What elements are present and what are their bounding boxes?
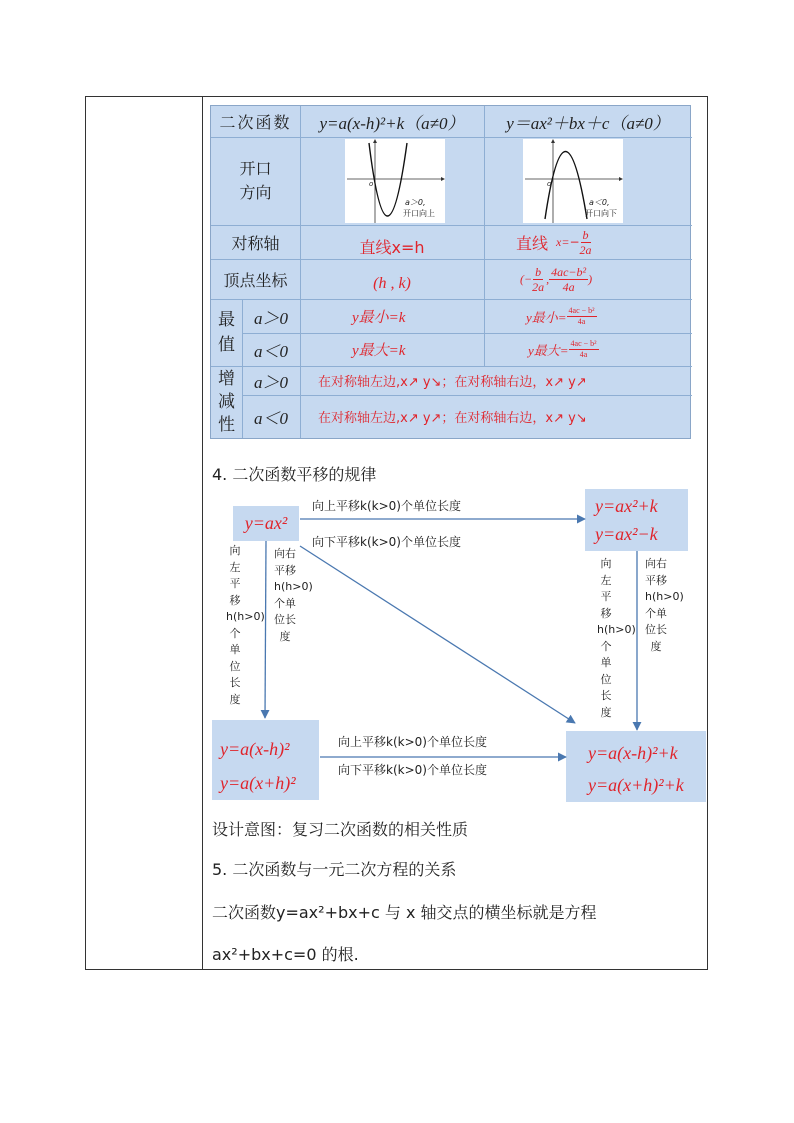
box-horizontal-shift: y=a(x-h)² y=a(x+h)² xyxy=(212,720,319,800)
section4-title: 4. 二次函数平移的规律 xyxy=(212,465,377,484)
graph-opening-up: o a＞0, 开口向上 xyxy=(345,139,445,223)
axis-label: 对称轴 xyxy=(231,233,280,253)
design-intent: 设计意图：复习二次函数的相关性质 xyxy=(212,820,469,839)
label-shift-right-2: 向右平移h(h>0)个单位长度 xyxy=(645,557,684,653)
monotonic-cond-pos: a＞0 xyxy=(254,373,288,392)
extreme-max-general-form: y最大= $\frac{\text{4ac − b²}}{4a}$ xyxy=(528,339,597,359)
extreme-label: 最 值 xyxy=(218,309,235,355)
extreme-min-vertex-form: y最小=k xyxy=(352,309,406,326)
section5-line1: 二次函数y=ax²+bx+c 与 x 轴交点的横坐标就是方程 xyxy=(212,903,597,922)
graph-opening-down: o a＜0, 开口向下 xyxy=(523,139,623,223)
extreme-max-vertex-form: y最大=k xyxy=(352,343,406,359)
label-shift-up-bottom: 向上平移k(k>0)个单位长度 xyxy=(338,735,487,749)
monotonic-text-pos: 在对称轴左边,x↗ y↘；在对称轴右边，x↗ y↗ xyxy=(318,375,587,390)
section5-title: 5. 二次函数与一元二次方程的关系 xyxy=(212,860,457,879)
section5-line2: ax²+bx+c=0 的根. xyxy=(212,945,359,964)
extreme-cond-neg: a＜0 xyxy=(254,342,288,361)
label-shift-down-top: 向下平移k(k>0)个单位长度 xyxy=(312,535,461,549)
label-shift-up-top: 向上平移k(k>0)个单位长度 xyxy=(312,499,461,513)
direction-label: 开口 方向 xyxy=(239,159,272,202)
monotonic-cond-neg: a＜0 xyxy=(254,409,288,428)
extreme-cond-pos: a＞0 xyxy=(254,308,288,328)
box-vertical-shift: y=ax²+k y=ax²−k xyxy=(585,489,688,551)
label-shift-left-1: 向左平移h(h>0)个单位长度 xyxy=(226,544,265,706)
vertex-label: 顶点坐标 xyxy=(223,270,288,290)
header-vertex-form: y=a(x-h)²+k（a≠0） xyxy=(319,114,465,133)
axis-vertex-form: 直线x=h xyxy=(359,237,425,257)
header-label: 二次函数 xyxy=(219,113,292,132)
vertex-vertex-form: (h , k) xyxy=(373,275,411,292)
axis-general-form: 直线 x= − $\frac{b}{2a}$ xyxy=(516,227,592,257)
monotonic-label: 增 减 性 xyxy=(218,368,235,435)
label-shift-down-bottom: 向下平移k(k>0)个单位长度 xyxy=(338,763,487,777)
vertex-general-form: (− $\frac{b}{2a}$ , $\frac{\text{4ac−b²}}{4a}$ ) xyxy=(520,264,593,294)
monotonic-text-neg: 在对称轴左边,x↗ y↗；在对称轴右边，x↗ y↘ xyxy=(318,411,587,426)
label-shift-right-1: 向右平移h(h>0)个单位长度 xyxy=(274,547,313,643)
label-shift-left-2: 向左平移h(h>0)个单位长度 xyxy=(597,557,636,719)
header-general-form: y＝ax²＋bx＋c（a≠0） xyxy=(506,114,670,133)
box-base: y=ax² xyxy=(233,506,299,541)
extreme-min-general-form: y最小= $\frac{\text{4ac − b²}}{4a}$ xyxy=(526,305,595,326)
box-combined-shift: y=a(x-h)²+k y=a(x+h)²+k xyxy=(566,731,706,802)
